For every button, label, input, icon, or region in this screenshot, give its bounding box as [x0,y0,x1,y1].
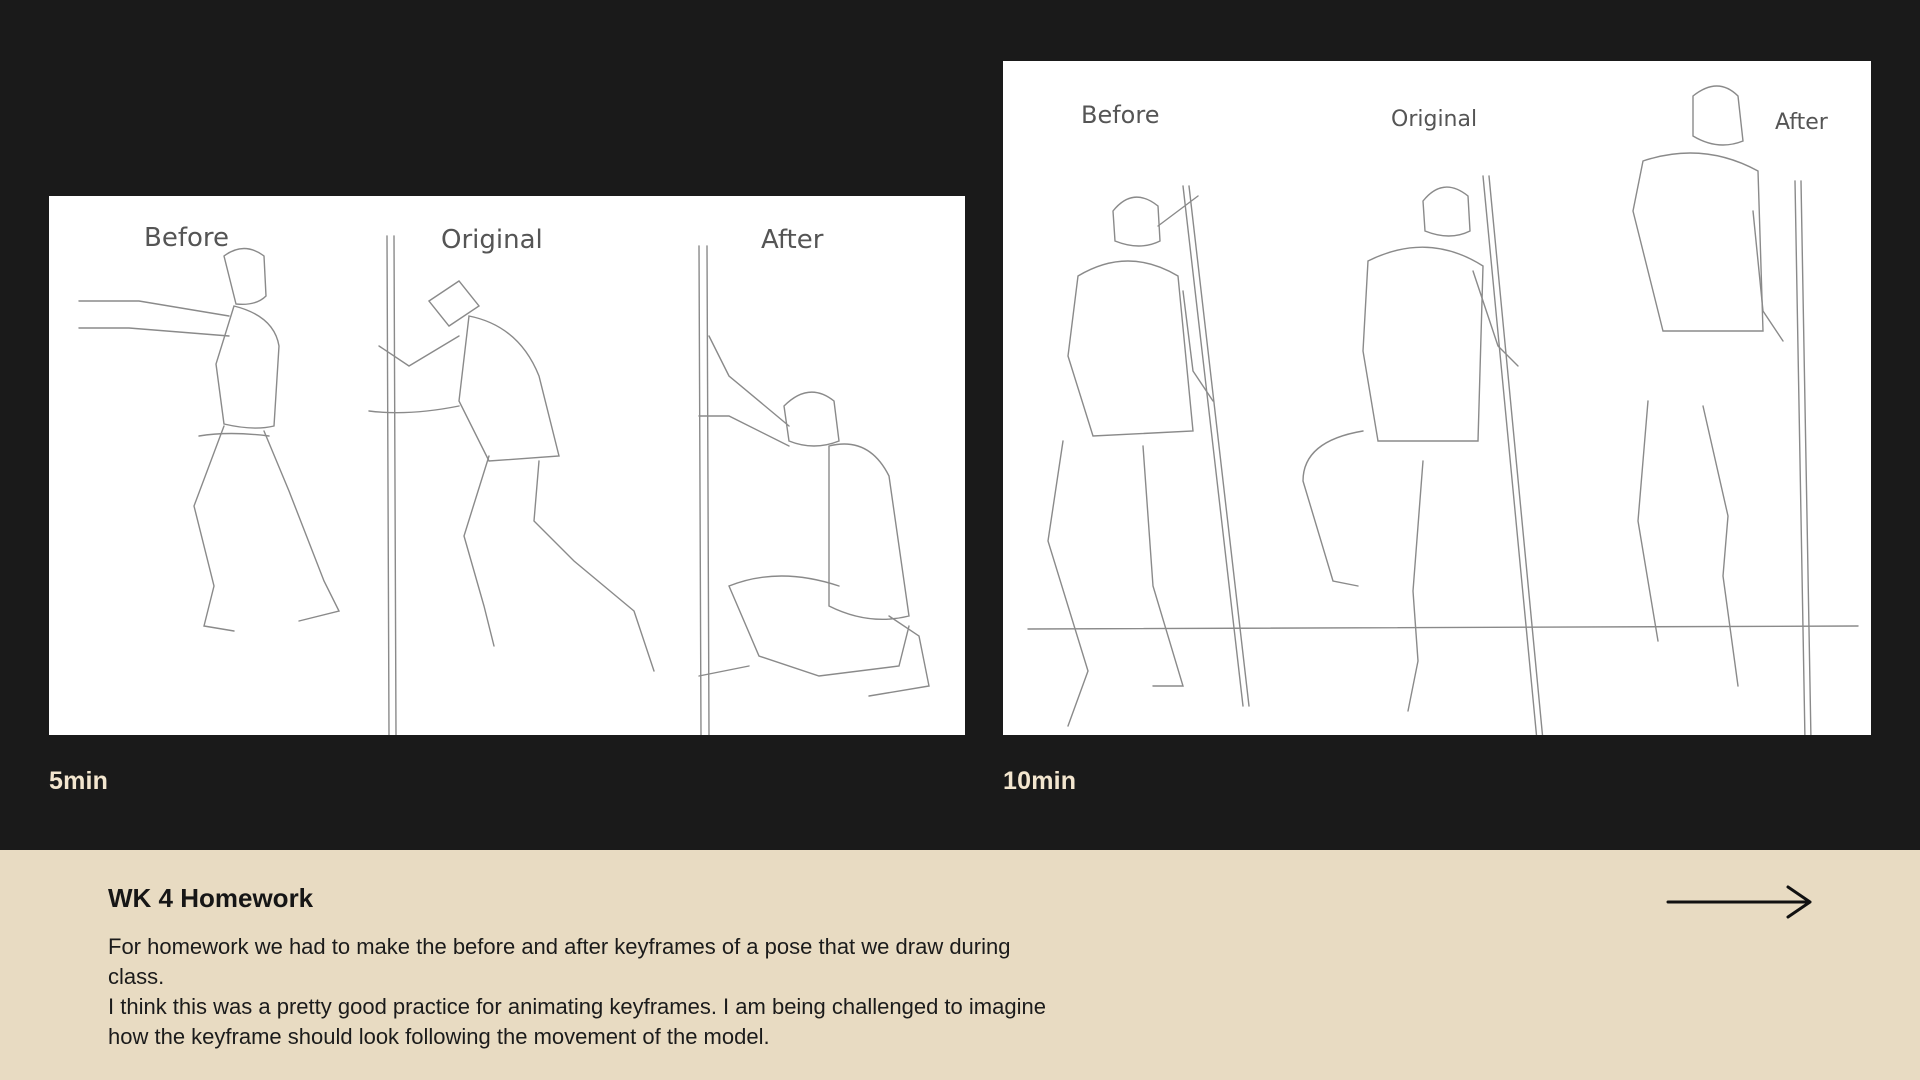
sketch-drawing [1003,61,1871,735]
homework-title: WK 4 Homework [108,883,314,913]
label-before: Before [144,223,230,253]
description-paragraph: For homework we had to make the before and after keyframes of a pose that we draw during class. [108,934,1011,989]
caption-10min: 10min [1003,767,1077,795]
label-original: Original [1391,107,1478,132]
sketch-image-10min[interactable] [1003,61,1871,735]
info-panel [0,850,1920,1080]
caption-5min: 5min [49,767,109,795]
label-original: Original [441,225,543,255]
label-after: After [1775,110,1828,135]
sketch-image-5min[interactable] [49,196,965,735]
description-paragraph: I think this was a pretty good practice for animating keyframes. I am being challenged to imagine how the keyframe should look following the movement of the model. [108,994,1046,1049]
label-before: Before [1081,101,1160,129]
gallery-item-10min [1003,61,1871,796]
sketch-drawing [49,196,965,735]
next-button[interactable] [1666,882,1814,922]
homework-description [108,932,1048,1052]
label-after: After [761,225,824,255]
arrow-right-icon [1666,882,1814,922]
gallery-item-5min [49,196,965,796]
